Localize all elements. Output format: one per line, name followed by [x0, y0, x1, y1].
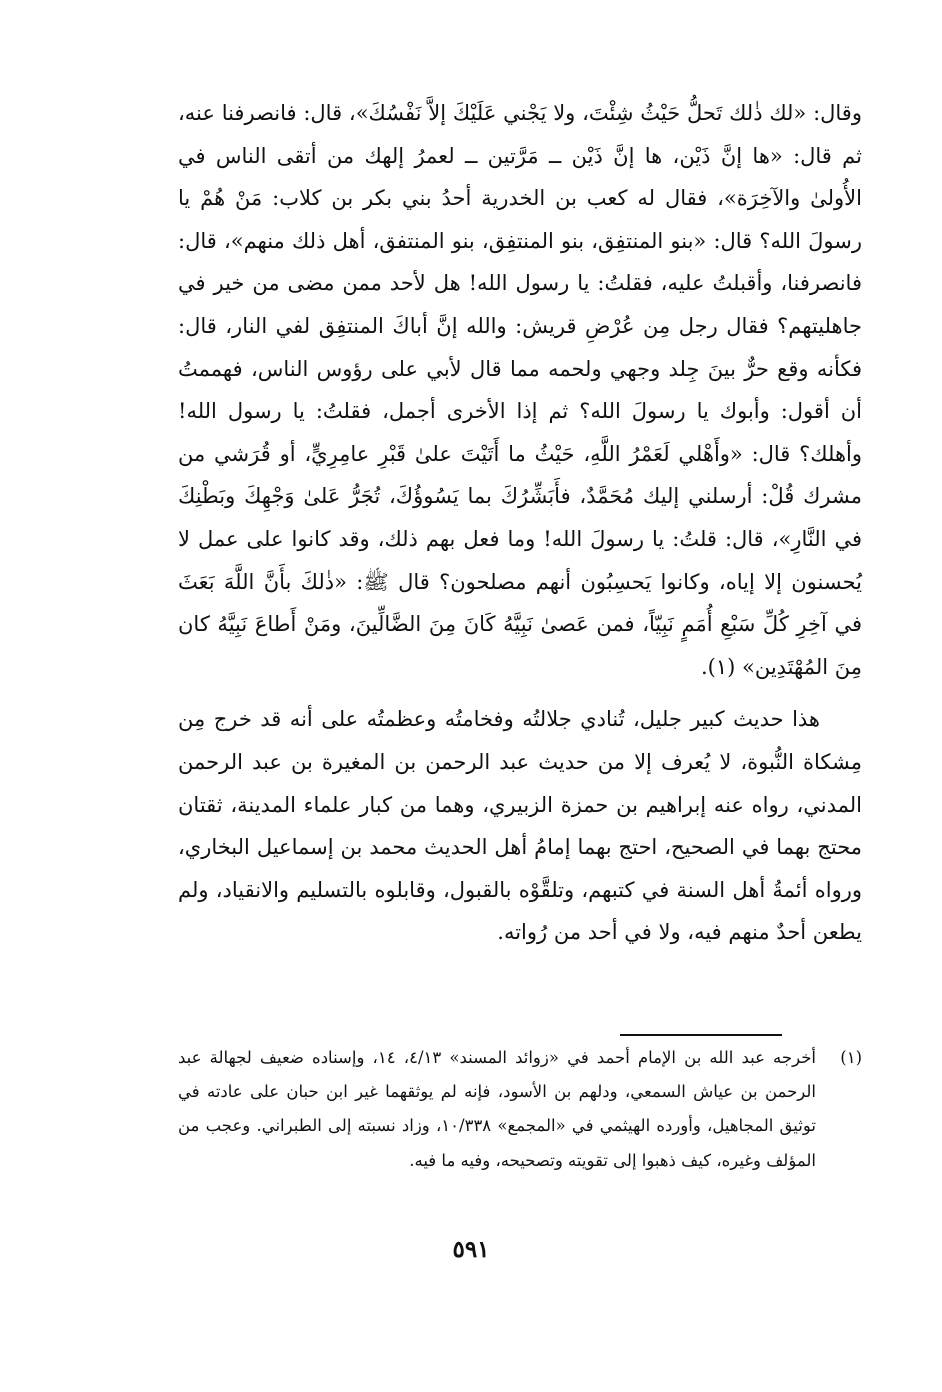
- footnotes: [178, 1041, 862, 1178]
- main-text: [178, 92, 862, 954]
- hadith-text: وقال: «لك ذٰلك تَحلُّ حَيْثُ شِئْتَ، ولا يَجْني عَلَيْكَ إلاَّ نَفْسُكَ»، قال: فانصرفنا عنه، ثم قال: «ها إنَّ ذَيْن، ها إنَّ ذَيْن ــ مَرَّتين ــ لعمرُ إلهك من أتقى الناس في الأُولىٰ والآخِرَة»، فقال له كعب بن الخدرية أحدُ بني بكر بن كلاب: مَنْ هُمْ يا رسولَ الله؟ قال: «بنو المنتفِق، بنو المنتفِق، بنو المنتفق، أهل ذلك منهم»، قال: فانصرفنا، وأقبلتُ عليه، فقلتُ: يا رسول الله! هل لأحد ممن مضى من خير في جاهليتهم؟ فقال رجل مِن عُرْضِ قريش: والله إنَّ أباكَ المنتفِق لفي النار، قال: فكأنه وقع حرٌّ بينَ جِلد وجهي ولحمه مما قال لأبي على رؤوس الناس، فهممتُ أن أقول: وأبوك يا رسولَ الله؟ ثم إذا الأخرى أجمل، فقلتُ: يا رسول الله! وأهلك؟ قال: «وأَهْلي لَعَمْرُ اللَّهِ، حَيْثُ ما أَتَيْتَ علىٰ قَبْرِ عامِرِيٍّ، أو قُرَشي من مشرك قُلْ: أرسلني إليك مُحَمَّدٌ، فأَبَشِّرُكَ بما يَسُوؤُكَ، تُجَرُّ عَلىٰ وَجْهِكَ وبَطْنِكَ في النَّارِ»، قال: قلتُ: يا رسولَ الله! وما فعل بهم ذلك، وقد كانوا على عمل لا يُحسنون إلا إياه، وكانوا يَحسِبُون أنهم مصلحون؟ قال ﷺ: «ذٰلكَ بأَنَّ اللَّهَ بَعَثَ في آخِرِ كُلِّ سَبْعِ أُمَمٍ نَبِيّاً، فمن عَصىٰ نَبِيَّهُ كَانَ مِنَ الضَّالِّينَ، ومَنْ أَطاعَ نَبِيَّهُ كان مِنَ المُهْتَدِين»: [178, 101, 862, 679]
- footnote-reference: (١): [707, 654, 742, 679]
- sentence-end: .: [700, 654, 708, 679]
- footnote-number: (١): [840, 1048, 862, 1067]
- paragraph: هذا حديث كبير جليل، تُنادي جلالتُه وفخامتُه وعظمتُه على أنه قد خرج مِن مِشكاة النُّبوة، لا يُعرف إلا من حديث عبد الرحمن بن المغيرة بن عبد الرحمن المدني، رواه عنه إبراهيم بن حمزة الزبيري، وهما من كبار علماء المدينة، ثقتان محتج بهما في الصحيح، احتج بهما إمامُ أهل الحديث محمد بن إسماعيل البخاري، ورواه أئمةُ أهل السنة في كتبهم، وتلقَّوْه بالقبول، وقابلوه بالتسليم والانقياد، ولم يطعن أحدٌ منهم فيه، ولا في أحد من رُواته.: [178, 707, 862, 945]
- paragraph: [178, 92, 862, 688]
- page-number: ٥٩١: [452, 1236, 490, 1263]
- footnote-divider: [620, 1034, 782, 1036]
- footnote: [178, 1041, 862, 1178]
- footnote-text: أخرجه عبد الله بن الإمام أحمد في «زوائد المسند» ٤/١٣، ١٤، وإسناده ضعيف لجهالة عبد الرحمن بن عياش السمعي، ودلهم بن الأسود، فإنه لم يوثقهما غير ابن حبان على عادته في توثيق المجاهيل، وأورده الهيثمي في «المجمع» ١٠/٣٣٨، وزاد نسبته إلى الطبراني. وعجب من المؤلف وغيره، كيف ذهبوا إلى تقويته وتصحيحه، وفيه ما فيه.: [178, 1048, 816, 1170]
